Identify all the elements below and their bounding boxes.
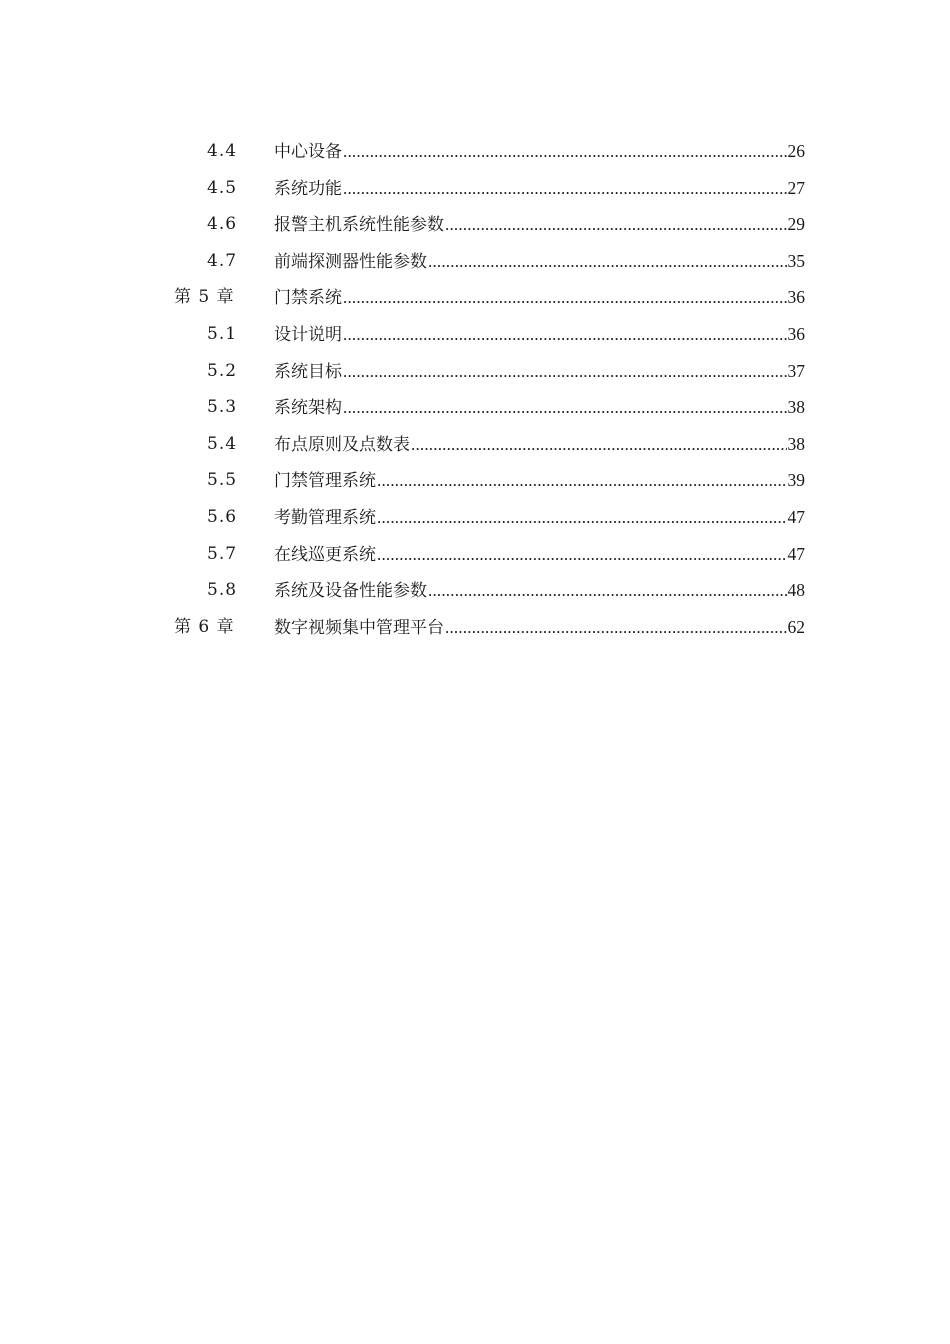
toc-entry-page: 48 [787,580,805,601]
toc-entry-line [274,396,805,419]
toc-entry-number: 5.3 [207,397,238,418]
toc-chapter-number: 第 5 章 [174,287,235,308]
toc-entry-page: 35 [787,250,805,271]
toc-entry-title: 系统目标 [274,361,342,382]
toc-entry[interactable] [0,499,950,536]
toc-entry-number: 4.7 [207,250,238,271]
toc-entry-line [274,506,805,529]
toc-entry[interactable] [0,206,950,243]
toc-entry-title: 报警主机系统性能参数 [274,215,444,236]
toc-dot-leader [445,214,787,236]
toc-entry-title: 系统功能 [274,178,342,199]
toc-entry-line [274,469,805,492]
toc-entry-page: 36 [787,287,805,308]
toc-dot-leader [343,324,787,346]
toc-entry-title: 设计说明 [274,324,342,345]
toc-chapter-title: 数字视频集中管理平台 [274,617,444,638]
toc-entry-line [274,360,805,383]
toc-entry-title: 布点原则及点数表 [274,434,410,455]
toc-dot-leader [377,507,787,529]
toc-entry-page: 29 [787,214,805,235]
toc-entry[interactable] [0,426,950,463]
table-of-contents [0,133,950,645]
toc-entry-number: 5.1 [207,323,238,344]
toc-chapter-number: 第 6 章 [174,616,235,637]
toc-entry-number: 5.7 [207,543,238,564]
toc-entry-page: 47 [787,506,805,527]
toc-entry-number: 5.8 [207,580,238,601]
toc-dot-leader [377,544,787,566]
toc-chapter-title: 门禁系统 [274,288,342,309]
toc-entry-line [274,616,805,639]
toc-entry-line [274,177,805,200]
toc-entry-number: 5.5 [207,470,238,491]
toc-dot-leader [343,287,787,309]
toc-entry-number: 5.2 [207,360,238,381]
toc-entry[interactable] [0,462,950,499]
toc-entry-page: 38 [787,397,805,418]
toc-entry-number: 5.4 [207,433,238,454]
toc-entry-title: 系统架构 [274,398,342,419]
toc-entry-title: 门禁管理系统 [274,471,376,492]
toc-entry-line [274,140,805,163]
toc-chapter-entry[interactable] [0,279,950,316]
toc-entry-line [274,579,805,602]
toc-entry-title: 在线巡更系统 [274,544,376,565]
toc-entry-page: 26 [787,141,805,161]
toc-dot-leader [343,178,787,200]
toc-chapter-entry[interactable] [0,609,950,646]
toc-entry-page: 47 [787,543,805,564]
toc-entry[interactable] [0,170,950,207]
toc-entry-line [274,433,805,456]
toc-entry[interactable] [0,572,950,609]
toc-dot-leader [445,617,787,639]
toc-entry-number: 4.5 [207,177,238,198]
toc-dot-leader [343,141,787,163]
toc-entry-line [274,213,805,236]
toc-entry-number: 4.4 [207,141,238,161]
toc-entry[interactable] [0,243,950,280]
toc-entry-number: 5.6 [207,506,238,527]
toc-entry-title: 中心设备 [274,142,342,162]
toc-entry-title: 系统及设备性能参数 [274,581,427,602]
toc-dot-leader [428,251,787,273]
toc-entry-page: 27 [787,177,805,198]
toc-entry-line [274,543,805,566]
toc-entry[interactable] [0,133,950,170]
toc-entry-page: 39 [787,470,805,491]
toc-entry-page: 62 [787,616,805,637]
toc-dot-leader [428,580,787,602]
toc-entry[interactable] [0,536,950,573]
toc-dot-leader [343,397,787,419]
toc-dot-leader [377,470,787,492]
toc-dot-leader [343,361,787,383]
toc-entry-title: 前端探测器性能参数 [274,251,427,272]
toc-entry-number: 4.6 [207,214,238,235]
toc-entry-title: 考勤管理系统 [274,507,376,528]
toc-entry-line [274,286,805,309]
toc-entry-page: 36 [787,323,805,344]
toc-entry-page: 38 [787,433,805,454]
toc-entry[interactable] [0,353,950,390]
toc-entry-line [274,323,805,346]
toc-entry-line [274,250,805,273]
toc-entry[interactable] [0,389,950,426]
toc-entry-page: 37 [787,360,805,381]
toc-dot-leader [411,434,787,456]
toc-entry[interactable] [0,316,950,353]
